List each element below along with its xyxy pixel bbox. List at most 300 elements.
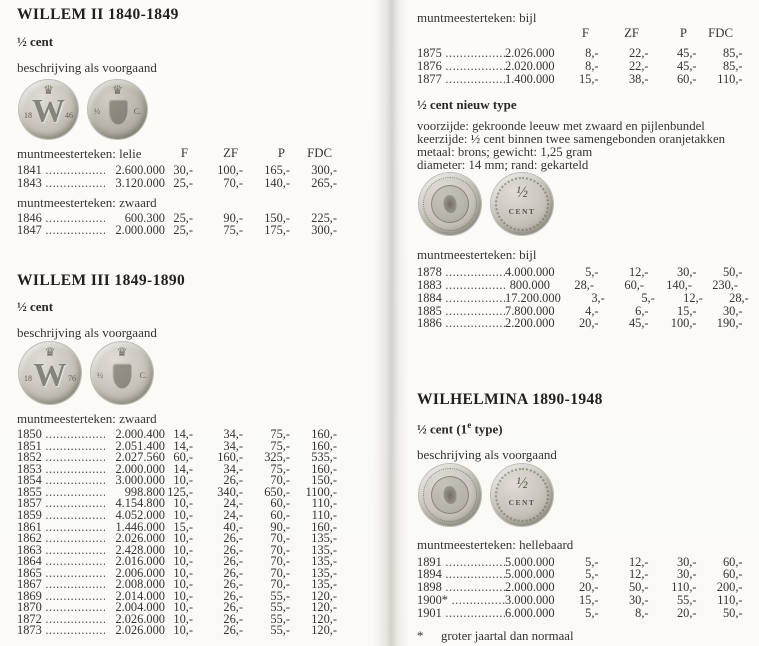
column-header-p: P	[679, 26, 687, 40]
year-cell: 1851 .....	[17, 441, 105, 453]
price-cell-f: 4,-	[585, 303, 599, 318]
mintage-cell: 3.120.000	[115, 175, 165, 190]
price-cell-zf: 22,-	[628, 58, 649, 73]
price-cell-zf: 30,-	[628, 592, 649, 607]
mintmark-label: muntmeesterteken: lelie	[17, 146, 142, 161]
footnote-text: groter jaartal dan normaal	[441, 628, 574, 643]
price-cell-f: 10,-	[173, 623, 193, 638]
mintage-cell: 2.016.000	[115, 554, 165, 569]
mintage-cell: 2.026.000	[115, 611, 165, 626]
year-cell: 1852 .....	[17, 452, 105, 464]
coin-reverse-half-cent-icon	[491, 173, 553, 235]
mintage-cell: 5.000.000	[505, 554, 555, 569]
coin-date-left: 18	[24, 374, 32, 384]
mintage-cell: 2.000.000	[115, 461, 165, 476]
price-table-wilhelmina	[417, 556, 747, 620]
mintage-cell: 17.200.000	[505, 290, 561, 305]
price-cell-f: 5,-	[585, 554, 599, 569]
price-cell-p: 55,-	[270, 600, 290, 615]
coin-specifications	[417, 120, 747, 171]
price-cell-p: 60,-	[676, 71, 697, 86]
price-cell-zf: 12,-	[628, 554, 649, 569]
price-cell-zf: 100,-	[217, 163, 243, 177]
price-cell-zf: 26,-	[223, 473, 243, 488]
footnote-marker: *	[417, 628, 424, 643]
section-title-willem2: WILLEM II 1840-1849	[17, 6, 179, 23]
price-cell-zf: 22,-	[628, 46, 649, 60]
column-header-f: F	[180, 146, 188, 160]
price-cell-zf: 6,-	[635, 303, 649, 318]
mintage-cell: 2.000.400	[115, 427, 165, 442]
price-cell-zf: 26,-	[223, 531, 243, 546]
price-cell-f: 10,-	[173, 565, 193, 580]
year-cell: 1876 .....	[417, 60, 505, 73]
price-cell-fdc: 85,-	[722, 46, 743, 60]
price-cell-fdc: 160,-	[311, 519, 337, 534]
year-cell: 1872 .....	[17, 614, 105, 626]
denomination-pre: ½ cent (1	[417, 421, 468, 437]
price-cell-zf: 26,-	[223, 542, 243, 557]
description-text: beschrijving als voorgaand	[17, 60, 157, 75]
price-cell-zf: 8,-	[635, 605, 649, 620]
price-cell-p: 70,-	[270, 554, 290, 569]
price-cell-fdc: 135,-	[311, 531, 337, 546]
price-cell-zf: 340,-	[217, 484, 243, 499]
table-row	[417, 60, 747, 73]
crown-icon: ♛	[116, 345, 128, 360]
coin-date-right: 76	[68, 374, 76, 384]
mintage-cell: 5.000.000	[505, 567, 555, 582]
price-cell-f: 15,-	[173, 519, 193, 534]
denomination-sup: e	[467, 420, 472, 431]
mintage-cell: 4.000.000	[505, 265, 555, 280]
coin-photos-wilhelmina	[419, 464, 747, 526]
mintage-cell: 4.154.800	[115, 496, 165, 511]
price-cell-zf: 40,-	[223, 519, 243, 534]
price-cell-p: 60,-	[270, 496, 290, 511]
price-cell-p: 55,-	[270, 611, 290, 626]
price-cell-f: 30,-	[173, 163, 193, 177]
spec-line-metaal: metaal: brons; gewicht: 1,25 gram	[417, 144, 593, 159]
year-cell: 1873 .....	[17, 625, 105, 637]
price-cell-fdc: 50,-	[722, 605, 743, 620]
price-cell-f: 14,-	[173, 438, 193, 453]
year-cell: 1884 .....	[417, 292, 505, 305]
price-cell-p: 70,-	[270, 542, 290, 557]
table-row	[17, 224, 365, 237]
coin-photos-nieuw-type	[419, 173, 747, 235]
coin-obverse-lion-icon	[419, 173, 481, 235]
price-cell-f: 25,-	[173, 175, 193, 190]
price-cell-zf: 12,-	[628, 567, 649, 582]
price-cell-fdc: 60,-	[722, 567, 743, 582]
price-cell-f: 8,-	[585, 46, 599, 60]
table-row	[417, 556, 747, 569]
price-cell-p: 70,-	[270, 565, 290, 580]
price-cell-zf: 34,-	[223, 461, 243, 476]
mintage-cell: 2.200.000	[505, 316, 555, 331]
year-cell: 1865 .....	[17, 568, 105, 580]
price-cell-p: 75,-	[270, 438, 290, 453]
mintage-cell: 1.446.000	[115, 519, 165, 534]
table-row	[417, 292, 747, 305]
year-cell: 1859 .....	[17, 510, 105, 522]
price-cell-f: 3,-	[591, 290, 605, 305]
price-cell-zf: 24,-	[223, 508, 243, 523]
mintmark-label: muntmeesterteken: zwaard	[17, 411, 157, 427]
price-cell-f: 25,-	[173, 223, 193, 238]
shield-icon	[108, 100, 127, 125]
column-header-p: P	[277, 146, 285, 160]
price-table-nieuw-type	[417, 266, 747, 330]
mintage-cell: 2.428.000	[115, 542, 165, 557]
price-cell-p: 55,-	[270, 623, 290, 638]
price-cell-f: 10,-	[173, 496, 193, 511]
price-cell-zf: 26,-	[223, 600, 243, 615]
spec-line-voorzijde: voorzijde: gekroonde leeuw met zwaard en pijlenbundel	[417, 119, 705, 134]
price-cell-zf: 26,-	[223, 588, 243, 603]
price-cell-p: 60,-	[270, 508, 290, 523]
price-cell-p: 75,-	[270, 427, 290, 442]
year-cell: 1843 .....	[17, 177, 105, 190]
year-cell: 1898 .....	[417, 581, 505, 594]
table-row	[17, 164, 365, 177]
price-cell-f: 125,-	[167, 484, 193, 499]
price-cell-f: 10,-	[173, 473, 193, 488]
monogram-letter: W	[32, 93, 65, 130]
price-cell-p: 90,-	[270, 519, 290, 534]
price-cell-fdc: 135,-	[311, 577, 337, 592]
price-cell-fdc: 110,-	[311, 508, 337, 523]
coin-letter-right: C.	[139, 370, 147, 380]
table-header-row	[17, 147, 365, 160]
price-cell-fdc: 265,-	[311, 175, 337, 190]
mintage-cell: 3.000.000	[505, 592, 555, 607]
price-cell-f: 10,-	[173, 600, 193, 615]
price-cell-p: 55,-	[270, 588, 290, 603]
price-cell-f: 20,-	[578, 580, 599, 595]
price-cell-fdc: 110,-	[311, 496, 337, 511]
price-cell-f: 5,-	[585, 605, 599, 620]
price-cell-fdc: 1100,-	[305, 484, 337, 499]
price-cell-p: 20,-	[676, 605, 697, 620]
right-page-column	[417, 0, 747, 644]
price-cell-fdc: 535,-	[311, 450, 337, 465]
year-cell: 1894 .....	[417, 568, 505, 581]
coin-value-left: ½	[97, 370, 103, 380]
price-cell-fdc: 135,-	[311, 565, 337, 580]
denomination-label	[417, 419, 747, 435]
year-cell: 1864 .....	[17, 556, 105, 568]
price-cell-p: 325,-	[264, 450, 290, 465]
price-cell-zf: 34,-	[223, 438, 243, 453]
mintmark-label: muntmeesterteken: hellebaard	[417, 536, 574, 552]
mintage-cell: 6.000.000	[505, 605, 555, 620]
table-row	[417, 607, 747, 620]
mintage-cell: 2.026.000	[505, 46, 555, 60]
year-cell: 1846 .....	[17, 212, 105, 225]
year-cell: 1847 .....	[17, 224, 105, 237]
price-cell-f: 10,-	[173, 588, 193, 603]
left-page-column	[17, 0, 365, 637]
price-cell-p: 55,-	[676, 592, 697, 607]
table-row	[417, 581, 747, 594]
price-cell-p: 165,-	[264, 163, 290, 177]
coin-date-left: 18	[24, 110, 32, 120]
price-cell-f: 14,-	[173, 427, 193, 442]
coin-word-text: CENT	[508, 207, 536, 217]
mintmark-label: muntmeesterteken: bijl	[417, 10, 537, 25]
mintage-cell: 2.026.000	[115, 623, 165, 638]
table-row	[417, 47, 747, 60]
mintage-cell: 4.052.000	[115, 508, 165, 523]
denomination-label: ½ cent nieuw type	[417, 97, 517, 113]
price-cell-f: 10,-	[173, 542, 193, 557]
mintage-cell: 3.000.000	[115, 473, 165, 488]
mintage-cell: 2.014.000	[115, 588, 165, 603]
price-cell-p: 30,-	[676, 567, 697, 582]
price-cell-zf: 12,-	[628, 265, 649, 280]
price-cell-p: 75,-	[270, 461, 290, 476]
price-cell-p: 30,-	[676, 554, 697, 569]
column-header-zf: ZF	[624, 26, 639, 40]
mintage-cell: 1.400.000	[505, 71, 555, 86]
denomination-post: type)	[471, 421, 503, 437]
year-cell: 1891 .....	[417, 556, 505, 569]
coin-value-left: ½	[94, 107, 100, 117]
mintage-cell: 2.000.000	[115, 223, 165, 238]
coin-reverse-shield-icon	[91, 342, 153, 404]
price-cell-f: 20,-	[578, 316, 599, 331]
year-cell: 1841 .....	[17, 164, 105, 177]
year-cell: 1869 .....	[17, 591, 105, 603]
price-cell-fdc: 160,-	[311, 461, 337, 476]
mintage-cell: 800.000	[509, 278, 550, 292]
price-cell-p: 100,-	[670, 316, 697, 331]
price-cell-p: 70,-	[270, 577, 290, 592]
mintage-cell: 2.051.400	[115, 438, 165, 453]
price-cell-fdc: 135,-	[311, 542, 337, 557]
price-cell-fdc: 150,-	[311, 473, 337, 488]
price-cell-fdc: 300,-	[311, 163, 337, 177]
mintmark-label: muntmeesterteken: bijl	[417, 247, 537, 263]
coin-obverse-w-monogram-icon	[19, 80, 78, 139]
mintage-cell: 600.300	[124, 210, 165, 225]
coin-date-right: 46	[65, 110, 73, 120]
mintage-cell: 2.027.560	[115, 450, 165, 465]
coin-obverse-lion-icon	[419, 464, 481, 526]
price-table-willem2-lelie	[17, 164, 365, 190]
price-cell-zf: 70,-	[223, 175, 243, 190]
crown-icon: ♛	[43, 83, 54, 97]
crown-icon: ♛	[112, 83, 123, 97]
table-row	[417, 73, 747, 86]
price-cell-fdc: 30,-	[722, 303, 743, 318]
price-cell-p: 140,-	[666, 278, 692, 292]
price-cell-p: 70,-	[270, 531, 290, 546]
year-cell: 1901 .....	[417, 607, 505, 620]
column-header-zf: ZF	[223, 146, 238, 160]
coin-reverse-half-cent-icon	[491, 464, 553, 526]
price-cell-zf: 26,-	[223, 611, 243, 626]
price-cell-f: 10,-	[173, 531, 193, 546]
coin-letter-right: C.	[133, 107, 141, 117]
year-cell: 1862 .....	[17, 533, 105, 545]
coin-value-text: ½	[516, 184, 528, 202]
year-cell: 1861 .....	[17, 522, 105, 534]
price-cell-zf: 26,-	[223, 554, 243, 569]
coin-reverse-shield-icon	[88, 80, 147, 139]
price-cell-zf: 75,-	[223, 223, 243, 238]
price-cell-fdc: 230,-	[712, 278, 738, 292]
price-table-willem2-zwaard	[17, 212, 365, 238]
price-cell-f: 60,-	[173, 450, 193, 465]
price-cell-f: 10,-	[173, 611, 193, 626]
shield-icon	[113, 364, 132, 389]
mintmark-label: muntmeesterteken: zwaard	[17, 194, 157, 210]
spec-line-keerzijde: keerzijde: ½ cent binnen twee samengebonden oranjetakken	[417, 132, 726, 147]
mintage-cell: 2.020.000	[505, 58, 555, 73]
year-cell: 1855 .....	[17, 487, 105, 499]
price-cell-f: 10,-	[173, 554, 193, 569]
year-cell: 1900* .....	[417, 594, 505, 607]
price-cell-p: 45,-	[676, 58, 697, 73]
description-text: beschrijving als voorgaand	[417, 446, 557, 462]
price-cell-p: 140,-	[264, 175, 290, 190]
lion-icon	[444, 486, 457, 504]
year-cell: 1883 .....	[417, 279, 505, 292]
price-cell-f: 10,-	[173, 577, 193, 592]
coin-photos-willem3	[19, 342, 365, 404]
denomination-label: ½ cent	[17, 34, 54, 49]
year-cell: 1886 .....	[417, 317, 505, 330]
table-row	[17, 177, 365, 190]
price-cell-p: 15,-	[676, 303, 697, 318]
price-cell-f: 5,-	[585, 567, 599, 582]
column-header-fdc: FDC	[708, 26, 733, 40]
price-cell-zf: 60,-	[624, 278, 644, 292]
spec-line-diameter: diameter: 14 mm; rand: gekarteld	[417, 157, 589, 172]
monogram-letter: W	[33, 357, 67, 394]
mintage-cell: 998.800	[124, 484, 165, 499]
price-cell-fdc: 200,-	[716, 580, 743, 595]
price-cell-p: 650,-	[264, 484, 290, 499]
year-cell: 1857 .....	[17, 498, 105, 510]
price-cell-fdc: 28,-	[729, 290, 749, 305]
price-cell-f: 10,-	[173, 508, 193, 523]
mintage-cell: 2.000.000	[505, 580, 555, 595]
price-cell-p: 110,-	[671, 580, 697, 595]
mintage-cell: 2.008.000	[115, 577, 165, 592]
price-cell-f: 28,-	[574, 278, 594, 292]
mintage-cell: 2.004.000	[115, 600, 165, 615]
coin-obverse-w-monogram-icon	[19, 342, 81, 404]
price-cell-p: 70,-	[270, 473, 290, 488]
price-cell-p: 150,-	[264, 210, 290, 225]
section-title-willem3: WILLEM III 1849-1890	[17, 272, 186, 290]
price-cell-p: 30,-	[676, 265, 697, 280]
price-cell-zf: 45,-	[628, 316, 649, 331]
price-cell-p: 175,-	[264, 223, 290, 238]
header-spacer	[417, 27, 550, 40]
table-row	[417, 279, 747, 292]
coin-value-text: ½	[516, 474, 528, 492]
denomination-label: ½ cent	[17, 299, 54, 315]
price-cell-zf: 26,-	[223, 623, 243, 638]
price-table-willem3-bijl	[417, 47, 747, 85]
lion-icon	[444, 195, 457, 213]
price-cell-zf: 50,-	[628, 580, 649, 595]
price-cell-zf: 26,-	[223, 577, 243, 592]
page-gutter-shadow	[374, 0, 408, 646]
price-table-willem3	[17, 429, 365, 637]
price-cell-zf: 38,-	[628, 71, 649, 86]
crown-icon: ♛	[44, 345, 56, 360]
table-row	[417, 594, 747, 607]
mintage-cell: 2.006.000	[115, 565, 165, 580]
price-cell-zf: 90,-	[223, 210, 243, 225]
year-cell: 1854 .....	[17, 475, 105, 487]
price-cell-fdc: 120,-	[311, 588, 337, 603]
coin-photos-willem2	[19, 80, 365, 139]
coin-word-text: CENT	[508, 497, 536, 507]
price-cell-zf: 5,-	[641, 290, 655, 305]
year-cell: 1875 .....	[417, 47, 505, 60]
price-cell-fdc: 225,-	[311, 210, 337, 225]
price-cell-fdc: 120,-	[311, 623, 337, 638]
price-cell-f: 25,-	[173, 210, 193, 225]
year-cell: 1878 .....	[417, 266, 505, 279]
price-cell-f: 15,-	[578, 71, 599, 86]
price-cell-fdc: 85,-	[722, 58, 743, 73]
table-header-row	[417, 27, 747, 40]
price-cell-fdc: 50,-	[722, 265, 743, 280]
mintage-cell: 2.026.000	[115, 531, 165, 546]
price-cell-zf: 26,-	[223, 565, 243, 580]
price-cell-zf: 160,-	[217, 450, 243, 465]
year-cell: 1870 .....	[17, 602, 105, 614]
year-cell: 1885 .....	[417, 305, 505, 318]
column-header-f: F	[581, 26, 589, 40]
mintage-cell: 7.800.000	[505, 303, 555, 318]
price-cell-fdc: 135,-	[311, 554, 337, 569]
price-cell-fdc: 120,-	[311, 611, 337, 626]
price-cell-fdc: 110,-	[717, 592, 743, 607]
mintage-cell: 2.600.000	[115, 163, 165, 177]
price-cell-fdc: 60,-	[722, 554, 743, 569]
price-cell-f: 8,-	[585, 58, 599, 73]
price-cell-fdc: 120,-	[311, 600, 337, 615]
price-cell-f: 5,-	[585, 265, 599, 280]
year-cell: 1877 .....	[417, 73, 505, 86]
table-row	[17, 625, 365, 637]
price-cell-fdc: 190,-	[716, 316, 743, 331]
table-row	[417, 317, 747, 330]
footnote	[417, 629, 747, 644]
price-cell-zf: 34,-	[223, 427, 243, 442]
year-cell: 1867 .....	[17, 579, 105, 591]
price-cell-p: 45,-	[676, 46, 697, 60]
year-cell: 1850 .....	[17, 429, 105, 441]
price-cell-fdc: 160,-	[311, 438, 337, 453]
description-text: beschrijving als voorgaand	[17, 325, 157, 341]
price-cell-f: 15,-	[578, 592, 599, 607]
price-cell-zf: 24,-	[223, 496, 243, 511]
price-cell-fdc: 160,-	[311, 427, 337, 442]
price-cell-fdc: 300,-	[311, 223, 337, 238]
year-cell: 1863 .....	[17, 545, 105, 557]
price-cell-fdc: 110,-	[717, 71, 743, 86]
